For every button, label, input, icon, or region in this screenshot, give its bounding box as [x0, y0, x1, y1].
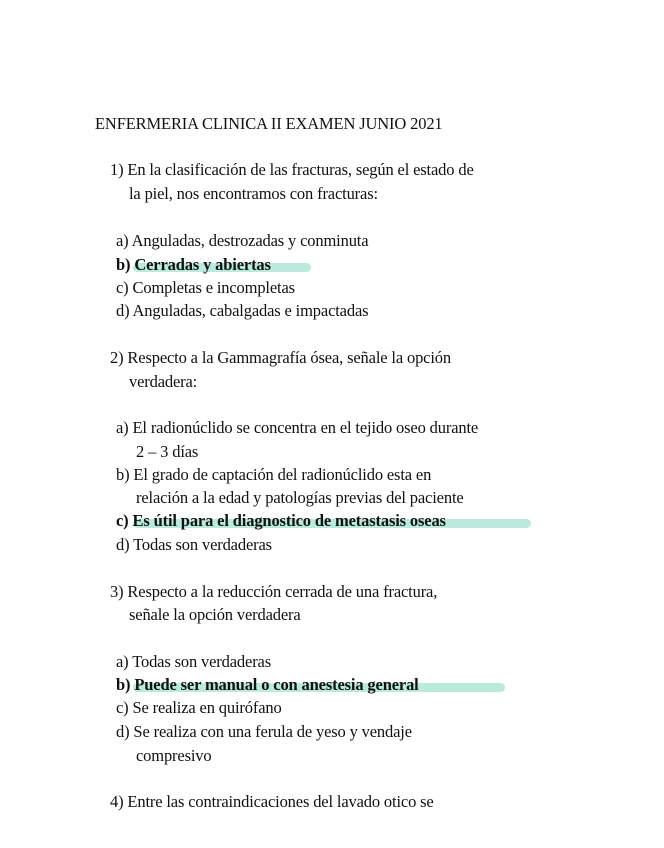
question-2-option-d: d) Todas son verdaderas — [116, 535, 272, 554]
question-1-option-d: d) Anguladas, cabalgadas e impactadas — [116, 301, 369, 320]
question-2-stem-line-2: verdadera: — [129, 372, 198, 391]
question-2-option-b-line-2: relación a la edad y patologías previas del paciente — [136, 488, 464, 507]
question-1-option-c: c) Completas e incompletas — [116, 278, 295, 297]
question-3-option-c: c) Se realiza en quirófano — [116, 698, 282, 717]
question-1-option-a: a) Anguladas, destrozadas y conminuta — [116, 231, 369, 250]
question-3-stem-line-2: señale la opción verdadera — [129, 605, 301, 624]
question-2-option-b-line-1: b) El grado de captación del radionúclido esta en — [116, 465, 432, 484]
question-3-option-b-correct: b) Puede ser manual o con anestesia general — [116, 675, 419, 694]
question-2-stem-line-1: 2) Respecto a la Gammagrafía ósea, señale la opción — [110, 348, 451, 367]
question-2-option-c-correct: c) Es útil para el diagnostico de metastasis oseas — [116, 511, 446, 530]
question-2-option-a-line-1: a) El radionúclido se concentra en el tejido oseo durante — [116, 418, 479, 437]
question-3-option-d-line-1: d) Se realiza con una ferula de yeso y vendaje — [116, 722, 412, 741]
question-3-stem-line-1: 3) Respecto a la reducción cerrada de una fractura, — [110, 582, 438, 601]
question-1-stem-line-1: 1) En la clasificación de las fracturas, según el estado de — [110, 160, 474, 179]
question-3-option-d-line-2: compresivo — [136, 746, 212, 765]
question-2-option-a-line-2: 2 – 3 días — [136, 442, 199, 461]
question-3-option-a: a) Todas son verdaderas — [116, 652, 271, 671]
document-title: ENFERMERIA CLINICA II EXAMEN JUNIO 2021 — [95, 114, 443, 133]
question-1-option-b-correct: b) Cerradas y abiertas — [116, 255, 271, 274]
question-1-stem-line-2: la piel, nos encontramos con fracturas: — [129, 184, 378, 203]
question-4-stem-line-1: 4) Entre las contraindicaciones del lavado otico se — [110, 792, 434, 811]
